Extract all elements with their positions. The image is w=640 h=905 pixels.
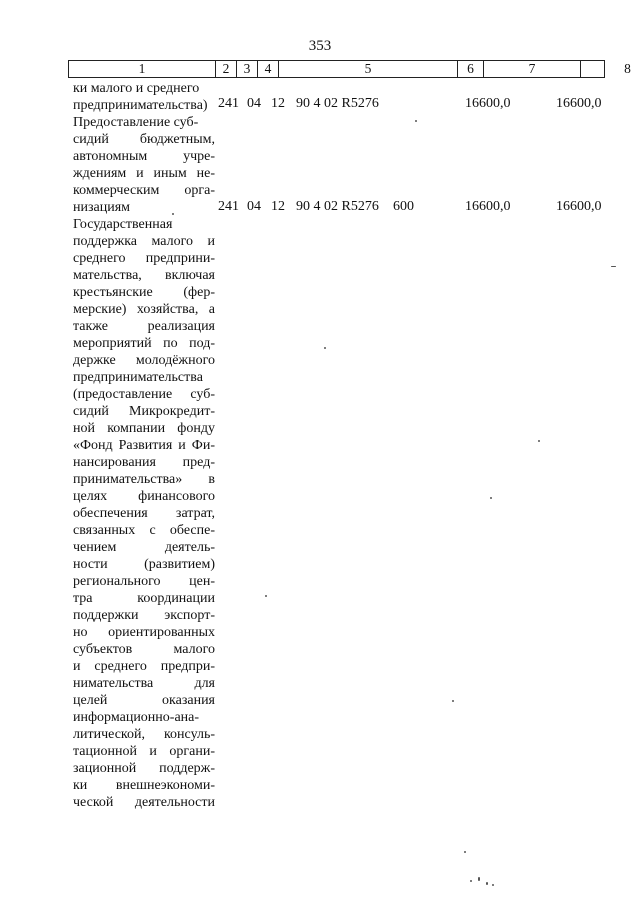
desc-line: поддержка малого и (73, 234, 215, 249)
desc-line: обеспечения затрат, (73, 506, 215, 521)
row-col-7: 16600,0 (465, 199, 511, 214)
desc-line: ческой деятельности (73, 795, 215, 810)
desc-line: ности (развитием) (73, 557, 215, 572)
desc-line: чением деятель- (73, 540, 215, 555)
desc-line: Государственная (73, 217, 173, 232)
desc-line: держке молодёжного (73, 353, 215, 368)
desc-line: низациям (73, 200, 131, 215)
desc-line: Предоставление суб- (73, 115, 199, 130)
desc-line: мерские) хозяйства, а (73, 302, 215, 317)
desc-line: сидий Микрокредит- (73, 404, 215, 419)
desc-line: нимательства для (73, 676, 215, 691)
description-column (73, 80, 215, 830)
desc-line: «Фонд Развития и Фи- (73, 438, 215, 453)
header-col-7: 7 (483, 61, 580, 77)
row-col-7: 16600,0 (465, 96, 511, 111)
scan-speck (486, 882, 488, 885)
desc-line: принимательства» в (73, 472, 215, 487)
row-col-2: 241 (218, 96, 239, 111)
desc-line: ждениям и иным не- (73, 166, 215, 181)
desc-line: мательства, включая (73, 268, 215, 283)
desc-line: нансирования пред- (73, 455, 215, 470)
desc-line: коммерческим орга- (73, 183, 215, 198)
scan-speck (470, 880, 472, 882)
desc-line: связанных с обеспе- (73, 523, 215, 538)
desc-line: ной компании фонду (73, 421, 215, 436)
scan-speck (611, 266, 616, 267)
desc-line: мероприятий по под- (73, 336, 215, 351)
header-col-6: 6 (457, 61, 483, 77)
desc-line: субъектов малого (73, 642, 215, 657)
table-header (68, 60, 631, 78)
row-col-5: 90 4 02 R5276 (296, 96, 379, 111)
scan-speck (265, 595, 267, 597)
desc-line: регионального цен- (73, 574, 215, 589)
desc-line: целей оказания (73, 693, 215, 708)
row-col-6: 600 (393, 199, 414, 214)
desc-line: поддержки экспорт- (73, 608, 215, 623)
desc-line: но ориентированных (73, 625, 215, 640)
header-col-5: 5 (278, 61, 457, 77)
header-col-8: 8 (580, 61, 640, 77)
row-col-3: 04 (247, 96, 261, 111)
row-col-8: 16600,0 (556, 96, 602, 111)
desc-line: зационной поддерж- (73, 761, 215, 776)
desc-line: тра координации (73, 591, 215, 606)
desc-line: ки малого и среднего (73, 81, 200, 96)
row-col-2: 241 (218, 199, 239, 214)
desc-line: целях финансового (73, 489, 215, 504)
row-col-5: 90 4 02 R5276 (296, 199, 379, 214)
desc-line: предпринимательства (73, 370, 203, 385)
scan-speck (464, 851, 466, 853)
desc-line: крестьянские (фер- (73, 285, 215, 300)
header-col-2: 2 (215, 61, 236, 77)
row-col-8: 16600,0 (556, 199, 602, 214)
scan-speck (172, 213, 174, 215)
scan-speck (478, 877, 480, 881)
scan-speck (490, 497, 492, 499)
header-col-3: 3 (236, 61, 257, 77)
desc-line: тационной и органи- (73, 744, 215, 759)
desc-line: (предоставление суб- (73, 387, 215, 402)
desc-line: ки внешнеэкономи- (73, 778, 215, 793)
row-col-4: 12 (271, 96, 285, 111)
desc-line: литической, консуль- (73, 727, 215, 742)
row-col-3: 04 (247, 199, 261, 214)
scan-speck (415, 120, 417, 122)
header-col-1: 1 (138, 61, 146, 76)
header-col-4: 4 (257, 61, 278, 77)
desc-line: сидий бюджетным, (73, 132, 215, 147)
scan-speck (452, 700, 454, 702)
desc-line: информационно-ана- (73, 710, 200, 725)
desc-line: и среднего предпри- (73, 659, 215, 674)
scan-speck (324, 347, 326, 349)
desc-line: среднего предприни- (73, 251, 215, 266)
scan-speck (492, 884, 494, 886)
scan-speck (538, 440, 540, 442)
desc-line: также реализация (73, 319, 215, 334)
desc-line: предпринимательства) (73, 98, 208, 113)
desc-line: автономным учре- (73, 149, 215, 164)
row-col-4: 12 (271, 199, 285, 214)
page-number: 353 (308, 38, 332, 54)
